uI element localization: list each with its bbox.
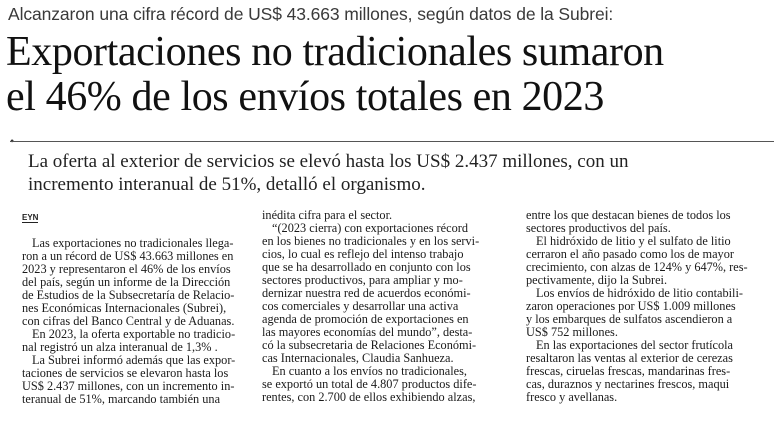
text-line: frescas, ciruelas frescas, mandarinas fres- xyxy=(526,364,731,378)
paragraph xyxy=(526,209,778,235)
text-line: las mayores economías del mundo”, desta- xyxy=(262,325,473,339)
text-line: agenda de promoción de exportaciones en xyxy=(262,312,469,326)
text-line: có la subsecretaria de Relaciones Económi- xyxy=(262,338,477,352)
text-line: con cifras del Banco Central y de Aduanas. xyxy=(22,314,235,328)
text-line: de Estudios de la Subsecretaría de Relacio- xyxy=(22,288,235,302)
paragraph xyxy=(526,339,778,404)
text-line: en los bienes no tradicionales y en los servi- xyxy=(262,234,480,248)
text-line: Las exportaciones no tradicionales llega- xyxy=(32,236,234,250)
paragraph xyxy=(262,222,512,365)
text-line: que se ha desarrollado en conjunto con los xyxy=(262,260,471,274)
text-line: dernizar nuestra red de acuerdos económi- xyxy=(262,286,471,300)
text-line: cas, duraznos y nectarines frescos, maqui xyxy=(526,377,730,391)
text-line: ron a un récord de US$ 43.663 millones en xyxy=(22,249,234,263)
text-line: rentes, con 2.700 de ellos exhibiendo alzas, xyxy=(262,390,476,404)
article-subhead xyxy=(28,150,758,196)
rule-ornament: • xyxy=(10,134,15,148)
text-line: pectivamente, dijo la Subrei. xyxy=(526,273,668,287)
text-line: sectores productivos, para ampliar y mo- xyxy=(262,273,463,287)
subhead-line: La oferta al exterior de servicios se elevó hasta los US$ 2.437 millones, con un xyxy=(28,151,629,172)
text-line: nal registró un alza interanual de 1,3% . xyxy=(22,340,218,354)
text-line: nes Económicas Internacionales (Subrei), xyxy=(22,301,227,315)
text-line: En 2023, la oferta exportable no tradicio- xyxy=(32,327,236,341)
body-column-2 xyxy=(262,209,512,404)
headline-divider xyxy=(10,141,774,142)
text-line: taciones de servicios se elevaron hasta los xyxy=(22,366,229,380)
text-line: inédita cifra para el sector. xyxy=(262,208,393,222)
headline-line: Exportaciones no tradicionales sumaron xyxy=(6,29,664,75)
byline: EYN xyxy=(22,213,39,222)
article-headline xyxy=(6,30,781,120)
paragraph xyxy=(22,354,254,406)
paragraph xyxy=(526,287,778,339)
text-line: 2023 y representaron el 46% de los envíos xyxy=(22,262,231,276)
text-line: entre los que destacan bienes de todos los xyxy=(526,208,731,222)
paragraph xyxy=(22,328,254,354)
text-line: En las exportaciones del sector frutícola xyxy=(536,338,734,352)
text-line: teranual de 51%, marcando también una xyxy=(22,392,221,406)
text-line: del país, según un informe de la Dirección xyxy=(22,275,231,289)
text-line: zaron operaciones por US$ 1.009 millones xyxy=(526,299,736,313)
text-line: cos comerciales y desarrollar una activa xyxy=(262,299,459,313)
article-kicker: Alcanzaron una cifra récord de US$ 43.663 millones, según datos de la Subrei: xyxy=(8,4,614,24)
text-line: cerraron el año pasado como los de mayor xyxy=(526,247,734,261)
text-line: se exportó un total de 4.807 productos dife- xyxy=(262,377,477,391)
text-line: y los embarques de sulfatos ascendieron a xyxy=(526,312,733,326)
text-line: cios, lo cual es reflejo del intenso trabajo xyxy=(262,247,464,261)
text-line: fresco y avellanas. xyxy=(526,390,618,404)
body-column-1 xyxy=(22,237,254,406)
text-line: En cuanto a los envíos no tradicionales, xyxy=(272,364,467,378)
headline-line: el 46% de los envíos totales en 2023 xyxy=(6,74,604,120)
text-line: sectores productivos del país. xyxy=(526,221,671,235)
text-line: “(2023 cierra) con exportaciones récord xyxy=(272,221,468,235)
paragraph xyxy=(22,237,254,328)
body-column-3 xyxy=(526,209,778,404)
text-line: crecimiento, con alzas de 124% y 647%, res- xyxy=(526,260,748,274)
text-line: Los envíos de hidróxido de litio contabili- xyxy=(536,286,743,300)
text-line: cas Internacionales, Claudia Sanhueza. xyxy=(262,351,454,365)
text-line: US$ 752 millones. xyxy=(526,325,618,339)
text-line: US$ 2.437 millones, con un incremento in- xyxy=(22,379,235,393)
subhead-line: incremento interanual de 51%, detalló el organismo. xyxy=(28,174,426,195)
text-line: La Subrei informó además que las expor- xyxy=(32,353,236,367)
paragraph xyxy=(262,365,512,404)
text-line: El hidróxido de litio y el sulfato de litio xyxy=(536,234,731,248)
paragraph xyxy=(526,235,778,287)
text-line: resaltaron las ventas al exterior de cerezas xyxy=(526,351,733,365)
